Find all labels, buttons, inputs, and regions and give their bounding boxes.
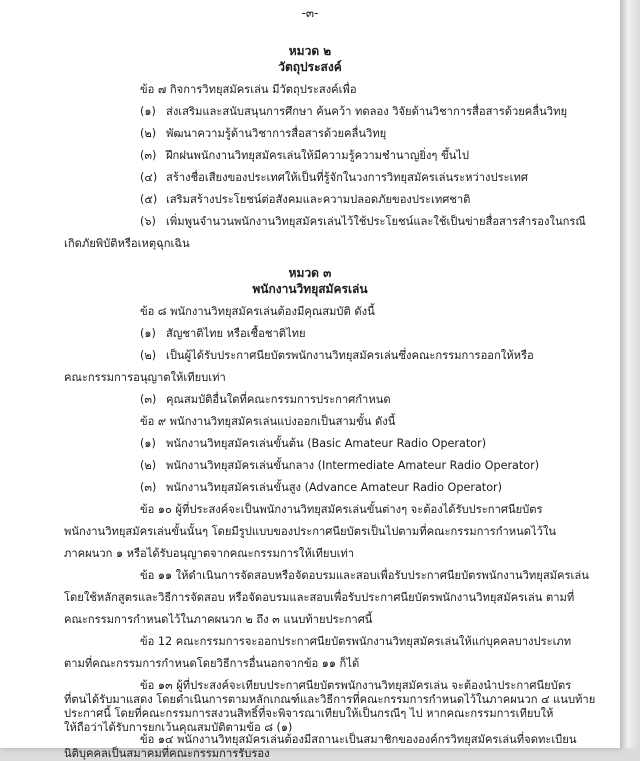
article-10-line: พนักงานวิทยุสมัครเล่นขั้นนั้นๆ โดยมีรูปแบบของประกาศนียบัตรเป็นไปตามที่คณะกรรมการกำหนดไว้ใน <box>64 525 557 538</box>
item-number: (๓) <box>140 149 157 162</box>
item-number: (๑) <box>140 437 156 450</box>
item-number: (๒) <box>140 349 157 362</box>
list-item: สัญชาติไทย หรือเชื้อชาติไทย <box>166 327 306 340</box>
chapter-2-title: หมวด ๒ <box>288 44 332 58</box>
chapter-2-subtitle: วัตถุประสงค์ <box>278 60 342 74</box>
list-item-continuation: คณะกรรมการอนุญาตให้เทียบเท่า <box>64 371 226 384</box>
list-item: พนักงานวิทยุสมัครเล่นขั้นกลาง (Intermediate Amateur Radio Operator) <box>166 459 540 472</box>
article-11-line: ข้อ ๑๑ ให้ดำเนินการจัดสอบหรือจัดอบรมและสอบเพื่อรับประกาศนียบัตรพนักงานวิทยุสมัครเล่น <box>140 569 589 582</box>
list-item: ส่งเสริมและสนับสนุนการศึกษา ค้นคว้า ทดลอง วิจัยด้านวิชาการสื่อสารด้วยคลื่นวิทยุ <box>166 105 568 118</box>
page-edge-shadow <box>620 0 640 748</box>
item-number: (๑) <box>140 105 156 118</box>
list-item: สร้างชื่อเสียงของประเทศให้เป็นที่รู้จักในวงการวิทยุสมัครเล่นระหว่างประเทศ <box>166 171 528 184</box>
item-number: (๑) <box>140 327 156 340</box>
article-12-line: ข้อ 12 คณะกรรมการจะออกประกาศนียบัตรพนักงานวิทยุสมัครเล่นให้แก่บุคคลบางประเภท <box>140 635 572 648</box>
item-number: (๓) <box>140 393 157 406</box>
article-7: ข้อ ๗ กิจการวิทยุสมัครเล่น มีวัตถุประสงค์เพื่อ <box>140 83 357 96</box>
article-13-line: ข้อ ๑๓ ผู้ที่ประสงค์จะเทียบประกาศนียบัตรพนักงานวิทยุสมัครเล่น จะต้องนำประกาศนียบัตร <box>140 679 572 692</box>
list-item: เสริมสร้างประโยชน์ต่อสังคมและความปลอดภัยของประเทศชาติ <box>166 193 471 206</box>
list-item: พัฒนาความรู้ด้านวิชาการสื่อสารด้วยคลื่นวิทยุ <box>166 127 387 140</box>
article-11-line: โดยใช้หลักสูตรและวิธีการจัดสอบ หรือจัดอบรมและสอบเพื่อรับประกาศนียบัตรพนักงานวิทยุสมัครเล่น ตามที่ <box>64 591 575 604</box>
article-10-line: ข้อ ๑๐ ผู้ที่ประสงค์จะเป็นพนักงานวิทยุสมัครเล่นขั้นต่างๆ จะต้องได้รับประกาศนียบัตร <box>140 503 543 516</box>
list-item: พนักงานวิทยุสมัครเล่นขั้นต้น (Basic Amateur Radio Operator) <box>166 437 487 450</box>
list-item: คุณสมบัติอื่นใดที่คณะกรรมการประกาศกำหนด <box>166 393 391 406</box>
list-item: ฝึกฝนพนักงานวิทยุสมัครเล่นให้มีความรู้ความชำนาญยิ่งๆ ขึ้นไป <box>166 149 469 162</box>
page-number: -๓- <box>301 6 319 20</box>
article-8: ข้อ ๘ พนักงานวิทยุสมัครเล่นต้องมีคุณสมบัติ ดังนี้ <box>140 305 375 318</box>
list-item-continuation: เกิดภัยพิบัติหรือเหตุฉุกเฉิน <box>64 237 190 250</box>
article-10-line: ภาคผนวก ๑ หรือได้รับอนุญาตจากคณะกรรมการให้เทียบเท่า <box>64 547 355 560</box>
item-number: (๒) <box>140 459 157 472</box>
list-item: พนักงานวิทยุสมัครเล่นขั้นสูง (Advance Amateur Radio Operator) <box>166 481 503 494</box>
article-13-line: ให้ถือว่าได้รับการยกเว้นคุณสมบัติตามข้อ ๘ (๑) <box>64 721 293 734</box>
article-14-line: นิติบุคคลเป็นสมาคมที่คณะกรรมการรับรอง <box>64 747 270 760</box>
list-item: เพิ่มพูนจำนวนพนักงานวิทยุสมัครเล่นไว้ใช้ประโยชน์และใช้เป็นข่ายสื่อสารสำรองในกรณี <box>166 215 586 228</box>
item-number: (๖) <box>140 215 156 228</box>
chapter-3-title: หมวด ๓ <box>288 266 332 280</box>
article-11-line: คณะกรรมการกำหนดไว้ในภาคผนวก ๒ ถึง ๓ แนบท้ายประกาศนี้ <box>64 613 373 626</box>
item-number: (๕) <box>140 193 158 206</box>
article-14-line: ข้อ ๑๔ พนักงานวิทยุสมัครเล่นต้องมีสถานะเป็นสมาชิกขององค์กรวิทยุสมัครเล่นที่จดทะเบียน <box>140 733 577 746</box>
article-13-line: ที่ตนได้รับมาแสดง โดยดำเนินการตามหลักเกณฑ์และวิธีการที่คณะกรรมการกำหนดไว้ในภาคผนวก ๔ แนบท้าย <box>64 693 596 706</box>
list-item: เป็นผู้ได้รับประกาศนียบัตรพนักงานวิทยุสมัครเล่นซึ่งคณะกรรมการออกให้หรือ <box>166 349 534 362</box>
item-number: (๔) <box>140 171 158 184</box>
item-number: (๒) <box>140 127 157 140</box>
article-9: ข้อ ๙ พนักงานวิทยุสมัครเล่นแบ่งออกเป็นสามขั้น ดังนี้ <box>140 415 396 428</box>
item-number: (๓) <box>140 481 157 494</box>
article-12-line: ตามที่คณะกรรมการกำหนดโดยวิธีการอื่นนอกจากข้อ ๑๑ ก็ได้ <box>64 657 360 670</box>
chapter-3-subtitle: พนักงานวิทยุสมัครเล่น <box>252 282 368 296</box>
article-13-line: ประกาศนี้ โดยที่คณะกรรมการสงวนสิทธิ์ที่จะพิจารณาเทียบให้เป็นกรณีๆ ไป หากคณะกรรมการเทียบให้ <box>64 707 554 720</box>
